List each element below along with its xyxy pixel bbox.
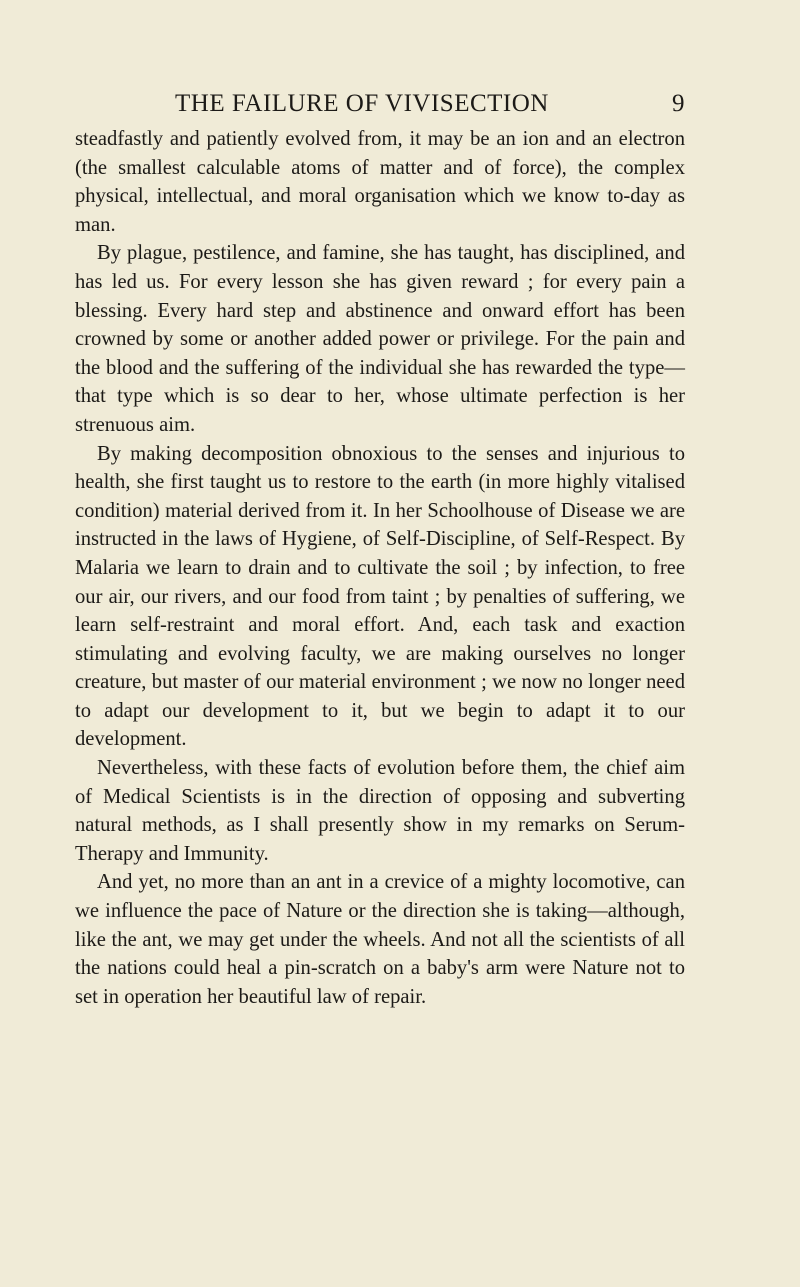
paragraph: Nevertheless, with these facts of evolution before them, the chief aim of Medical Scientists is in the direction of opposing and subverting natural methods, as I shall presently show in my remarks on Serum-Therapy and Immunity.: [75, 757, 685, 865]
page-number: 9: [672, 90, 685, 117]
paragraph: steadfastly and patiently evolved from, it may be an ion and an electron (the smallest calculable atoms of matter and of force), the complex physical, intellectual, and moral organisation which we know to-day as man.: [75, 128, 685, 236]
body-text: [75, 125, 685, 1011]
running-title: THE FAILURE OF VIVISECTION: [175, 90, 549, 117]
paragraph: By making decomposition obnoxious to the senses and injurious to health, she first taught us to restore to the earth (in more highly vitalised condition) material derived from it. In her Schoolhouse of Disease we are instructed in the laws of Hygiene, of Self-Discipline, of Self-Respect. By Malaria we learn to drain and to cultivate the soil ; by infection, to free our air, our rivers, and our food from taint ; by penalties of suffering, we learn self-restraint and moral effort. And, each task and exaction stimulating and evolving faculty, we are making ourselves no longer creature, but master of our material environment ; we now no longer need to adapt our development to it, but we begin to adapt it to our development.: [75, 442, 685, 751]
paragraph: And yet, no more than an ant in a crevice of a mighty locomotive, can we influence the pace of Nature or the direction she is taking—although, like the ant, we may get under the wheels. And not all the scientists of all the nations could heal a pin-scratch on a baby's arm were Nature not to set in operation her beautiful law of repair.: [75, 871, 685, 1008]
paragraph: By plague, pestilence, and famine, she has taught, has disciplined, and has led us. For every lesson she has given reward ; for every pain a blessing. Every hard step and abstinence and onward effort has been crowned by some or another added power or privilege. For the pain and the blood and the suffering of the individual she has rewarded the type—that type which is so dear to her, whose ultimate perfection is her strenuous aim.: [75, 242, 685, 436]
running-head: [110, 86, 685, 122]
